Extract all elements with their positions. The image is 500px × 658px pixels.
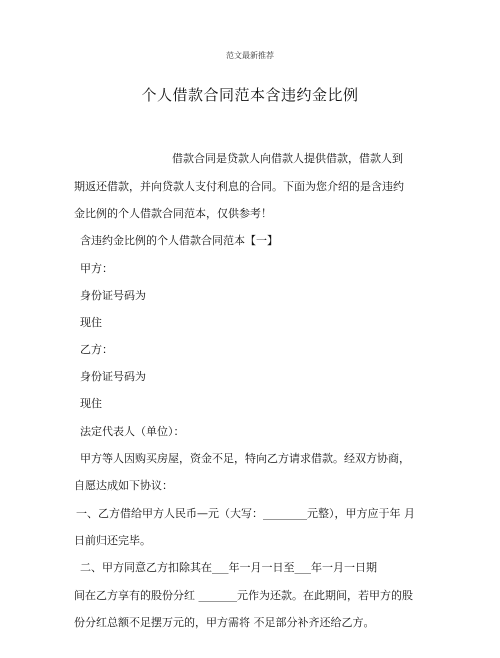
page-header: 范文最新推荐: [226, 51, 274, 60]
clause-line: 间在乙方享有的股份分红 _______元作为还款。在此期间，若甲方的股: [74, 589, 413, 602]
paragraph-line: 甲方等人因购买房屋，资金不足，特向乙方请求借款。经双方协商，: [80, 452, 410, 465]
clause-line: 日前归还完毕。: [74, 534, 151, 547]
id-number-label: 身份证号码为: [80, 370, 146, 383]
clause-line: 二、甲方同意乙方扣除其在___年一月一日至___年一月一日期: [80, 561, 377, 574]
address-label: 现住: [80, 316, 102, 329]
clause-line: 份分红总额不足摆万元的，甲方需将 不足部分补齐还给乙方。: [74, 616, 375, 629]
party-a-label: 甲方：: [80, 262, 113, 275]
paragraph-line: 借款合同是贷款人向借款人提供借款，借款人到: [172, 152, 403, 165]
party-b-label: 乙方：: [80, 343, 113, 356]
id-number-label: 身份证号码为: [80, 289, 146, 302]
address-label: 现住: [80, 397, 102, 410]
section-heading: 含违约金比例的个人借款合同范本【一】: [80, 234, 278, 247]
paragraph-line: 自愿达成如下协议：: [74, 479, 173, 492]
clause-line: 一、乙方借给甲方人民币—元（大写：________元整），甲方应于年 月: [76, 507, 415, 520]
paragraph-line: 金比例的个人借款合同范本，仅供参考！: [74, 207, 272, 220]
paragraph-line: 期返还借款，并向贷款人支付利息的合同。下面为您介绍的是含违约: [74, 180, 404, 193]
legal-representative-label: 法定代表人（单位）：: [80, 425, 185, 438]
document-title: 个人借款合同范本含违约金比例: [141, 86, 359, 104]
